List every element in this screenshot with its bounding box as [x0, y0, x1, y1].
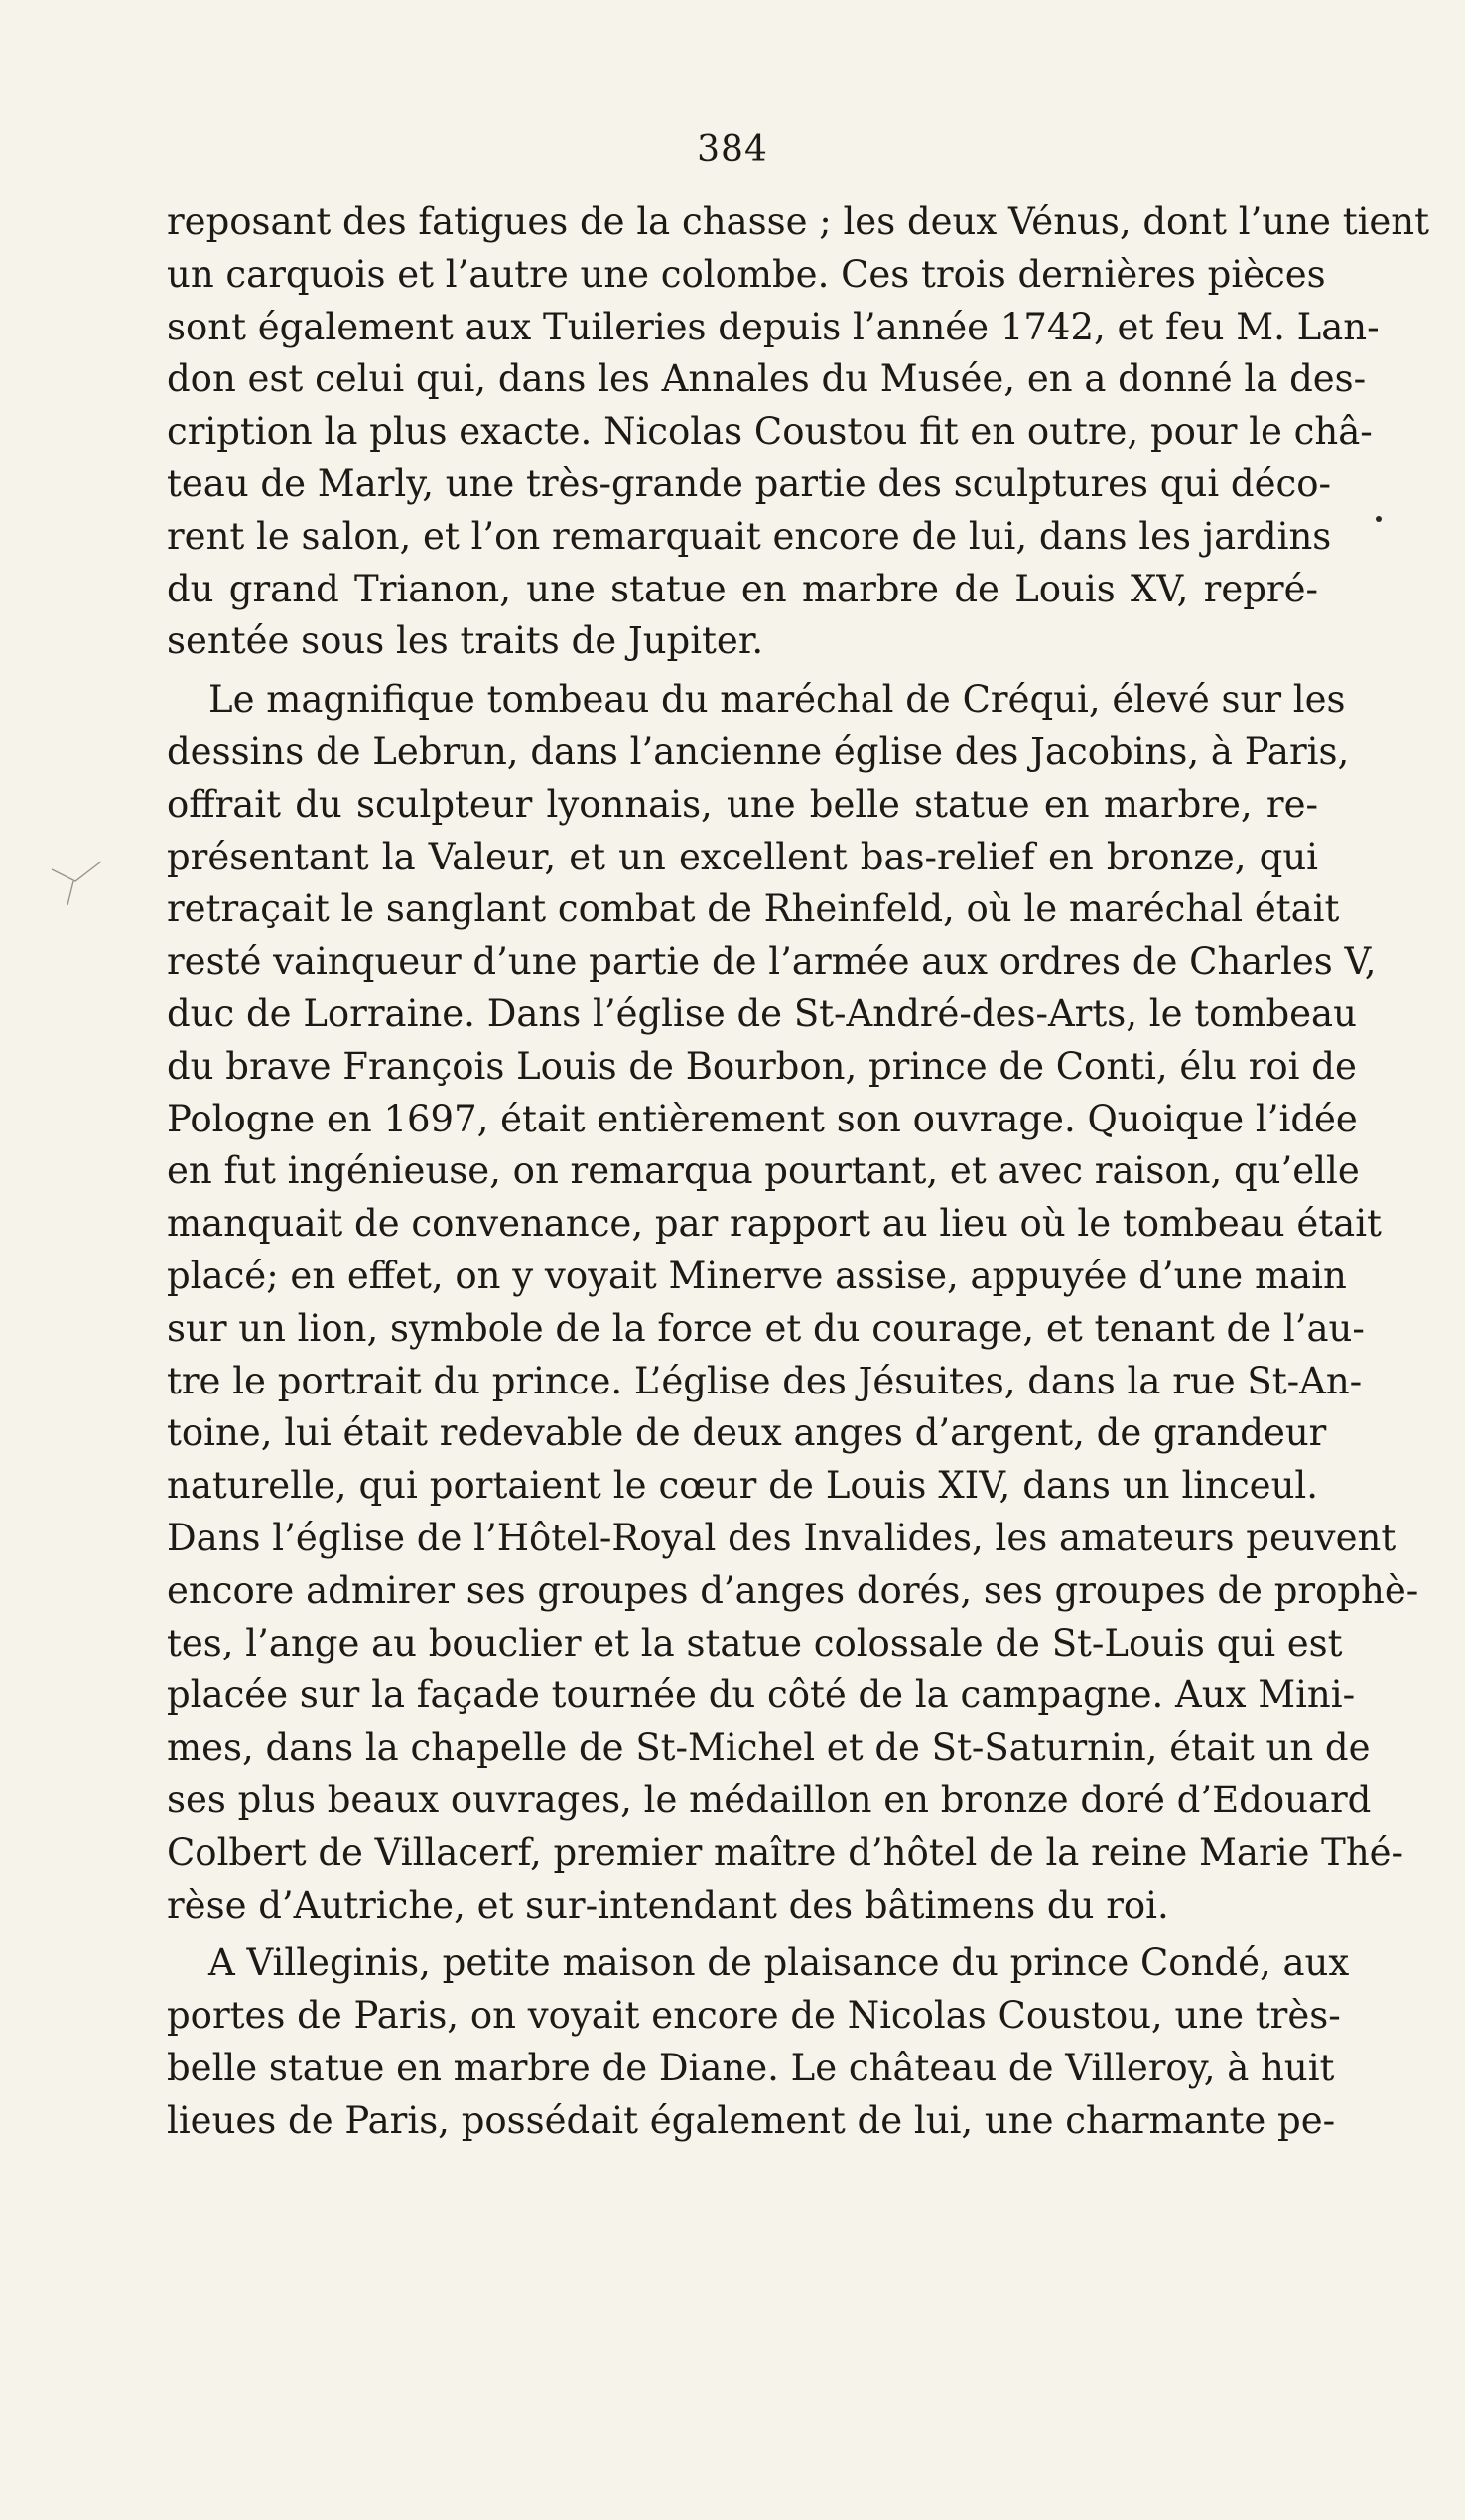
- text-line: du brave François Louis de Bourbon, prince de Conti, élu roi de: [167, 1044, 1357, 1088]
- text-line: cription la plus exacte. Nicolas Coustou fit en outre, pour le châ-: [167, 410, 1373, 454]
- text-line: sentée sous les traits de Jupiter.: [167, 619, 764, 663]
- paragraph-3: [167, 1937, 1350, 2147]
- paragraph-1: [167, 197, 1430, 668]
- body-text: [167, 197, 1430, 2147]
- text-line: toine, lui était redevable de deux anges d’argent, de grandeur: [167, 1411, 1327, 1455]
- paragraph-2: [167, 674, 1419, 1931]
- text-line: manquait de convenance, par rapport au lieu où le tombeau était: [167, 1202, 1382, 1246]
- text-line: en fut ingénieuse, on remarqua pourtant, et avec raison, qu’elle: [167, 1149, 1360, 1193]
- text-line: un carquois et l’autre une colombe. Ces trois dernières pièces: [167, 252, 1326, 296]
- text-line: Colbert de Villacerf, premier maître d’hôtel de la reine Marie Thé-: [167, 1830, 1404, 1874]
- text-line: présentant la Valeur, et un excellent bas-relief en bronze, qui: [167, 835, 1318, 878]
- text-line: duc de Lorraine. Dans l’église de St-André-des-Arts, le tombeau: [167, 992, 1357, 1035]
- text-line: Le magnifique tombeau du maréchal de Créqui, élevé sur les: [208, 678, 1346, 722]
- text-line: retraçait le sanglant combat de Rheinfeld, où le maréchal était: [167, 887, 1340, 931]
- text-line: Dans l’église de l’Hôtel-Royal des Invalides, les amateurs peuvent: [167, 1516, 1397, 1559]
- text-line: sur un lion, symbole de la force et du courage, et tenant de l’au-: [167, 1306, 1365, 1350]
- text-line: rent le salon, et l’on remarquait encore de lui, dans les jardins: [167, 514, 1332, 558]
- text-line: don est celui qui, dans les Annales du Musée, en a donné la des-: [167, 357, 1367, 401]
- text-line: A Villeginis, petite maison de plaisance du prince Condé, aux: [208, 1941, 1350, 1985]
- text-line: portes de Paris, on voyait encore de Nicolas Coustou, une très-: [167, 1994, 1341, 2038]
- text-line: du grand Trianon, une statue en marbre de Louis XV, repré-: [167, 567, 1318, 610]
- text-line: ses plus beaux ouvrages, le médaillon en bronze doré d’Edouard: [167, 1778, 1372, 1821]
- text-line: encore admirer ses groupes d’anges dorés, ses groupes de prophè-: [167, 1568, 1419, 1612]
- text-line: lieues de Paris, possédait également de lui, une charmante pe-: [167, 2098, 1336, 2142]
- text-line: resté vainqueur d’une partie de l’armée aux ordres de Charles V,: [167, 940, 1377, 984]
- pencil-mark-icon: [48, 860, 107, 909]
- text-line: placé; en effet, on y voyait Minerve assise, appuyée d’une main: [167, 1254, 1347, 1297]
- text-line: tes, l’ange au bouclier et la statue colossale de St-Louis qui est: [167, 1621, 1343, 1664]
- text-line: Pologne en 1697, était entièrement son ouvrage. Quoique l’idée: [167, 1097, 1358, 1140]
- text-line: placée sur la façade tournée du côté de la campagne. Aux Mini-: [167, 1673, 1356, 1717]
- text-line: naturelle, qui portaient le cœur de Louis XIV, dans un linceul.: [167, 1464, 1318, 1508]
- text-line: belle statue en marbre de Diane. Le château de Villeroy, à huit: [167, 2046, 1335, 2089]
- text-line: teau de Marly, une très-grande partie des sculptures qui déco-: [167, 462, 1331, 505]
- text-line: dessins de Lebrun, dans l’ancienne église des Jacobins, à Paris,: [167, 729, 1350, 773]
- text-line: offrait du sculpteur lyonnais, une belle statue en marbre, re-: [167, 782, 1318, 826]
- ink-speck: [1376, 516, 1382, 522]
- text-line: mes, dans la chapelle de St-Michel et de St-Saturnin, était un de: [167, 1726, 1371, 1770]
- text-line: reposant des fatigues de la chasse ; les deux Vénus, dont l’une tient: [167, 200, 1430, 243]
- text-line: tre le portrait du prince. L’église des Jésuites, dans la rue St-An-: [167, 1359, 1363, 1402]
- text-line: rèse d’Autriche, et sur-intendant des bâtimens du roi.: [167, 1883, 1169, 1926]
- page-number: 384: [697, 129, 768, 170]
- text-line: sont également aux Tuileries depuis l’année 1742, et feu M. Lan-: [167, 305, 1380, 348]
